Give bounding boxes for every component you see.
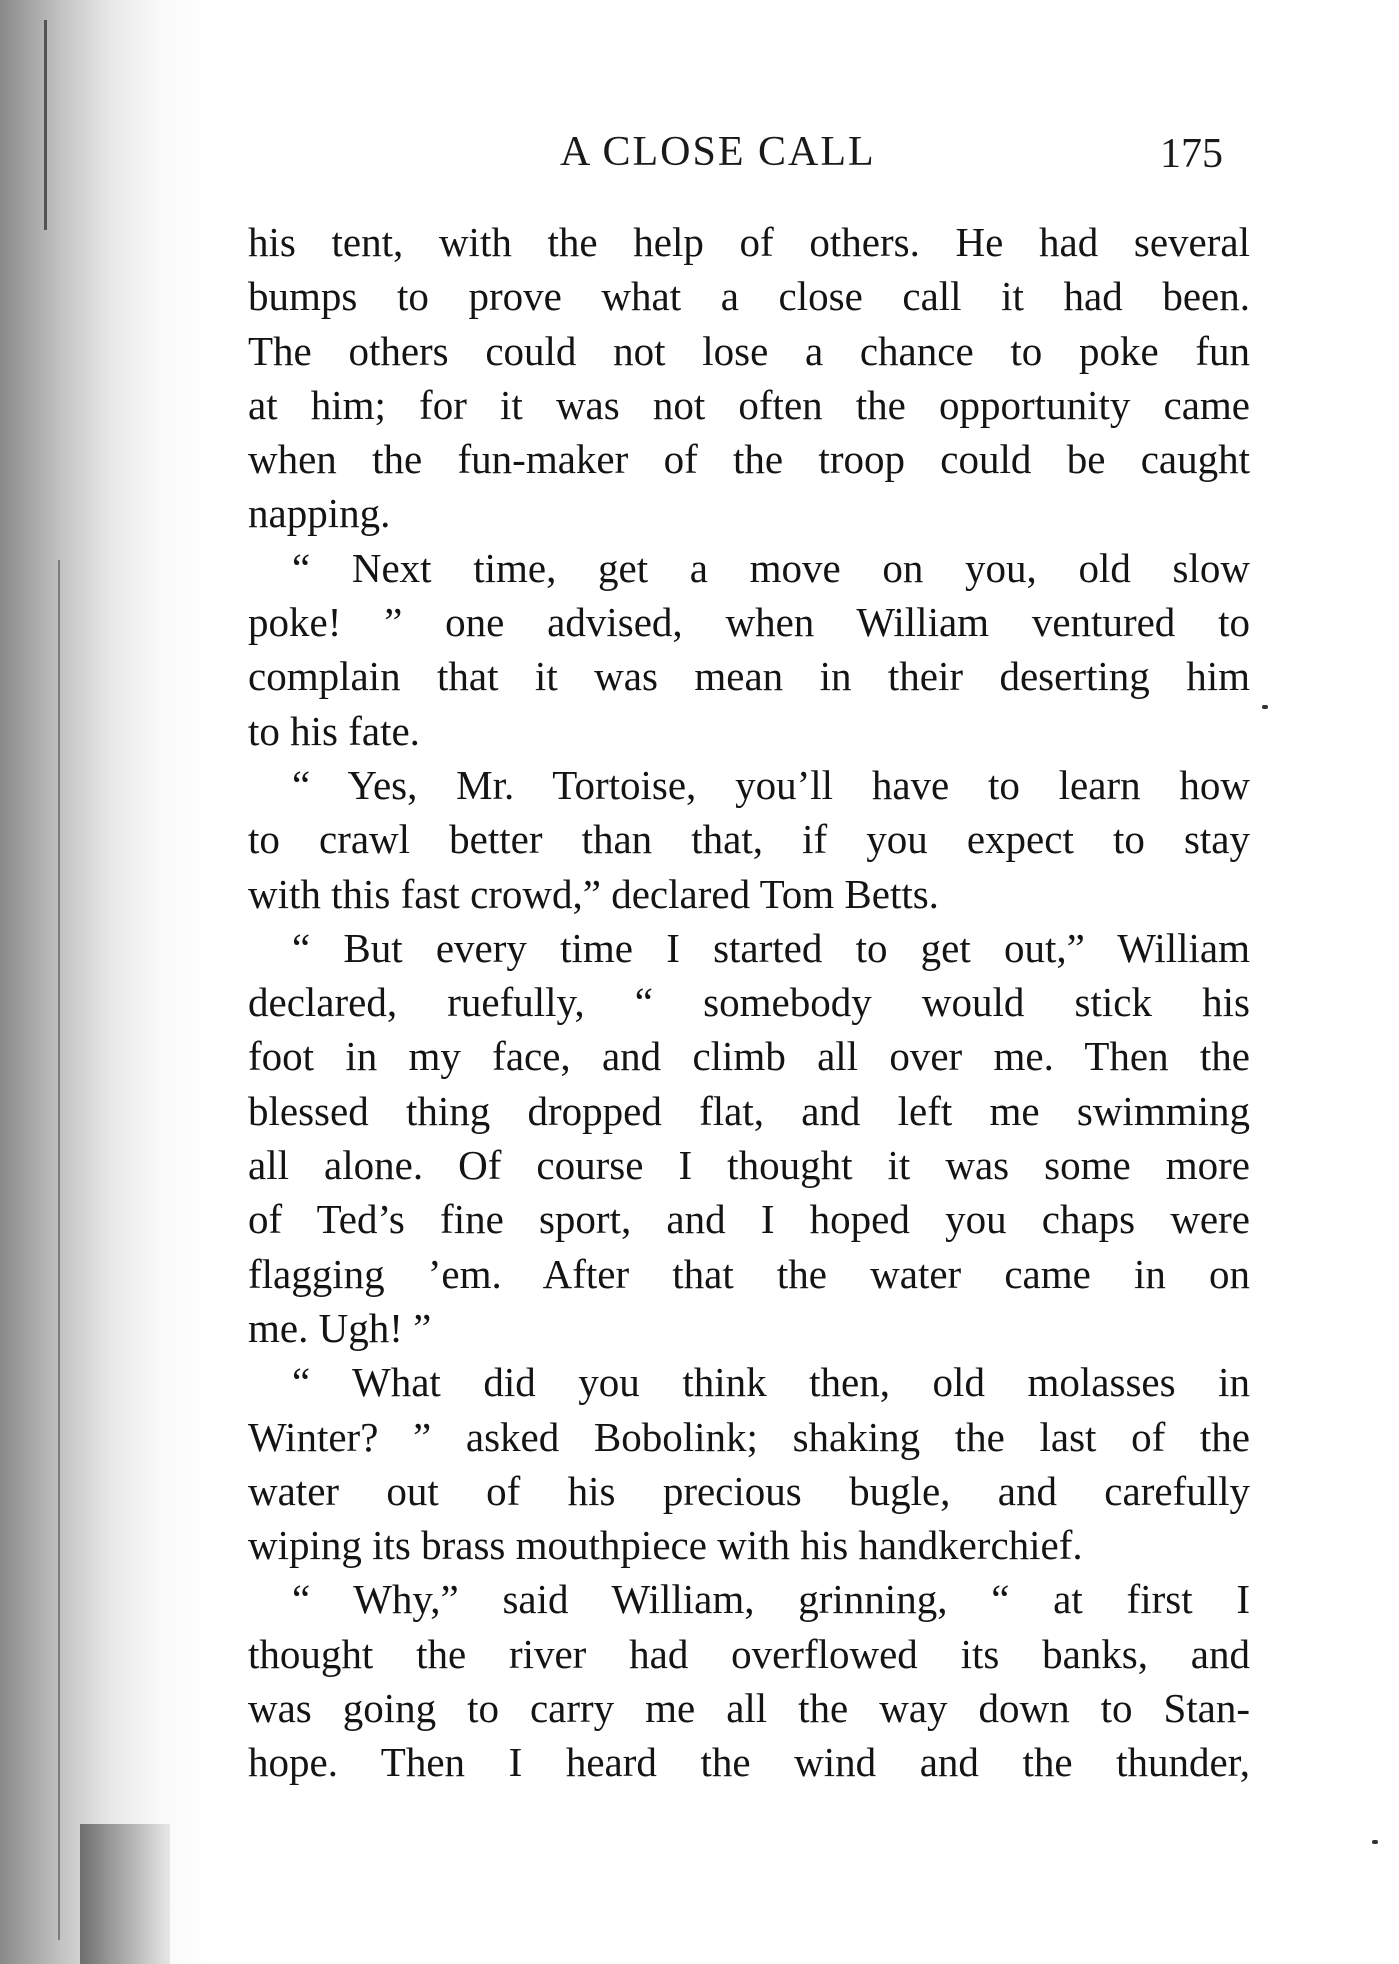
body-text xyxy=(248,215,1250,1790)
gutter-edge-mark xyxy=(44,20,47,230)
ink-speck xyxy=(1262,705,1268,709)
text-line: declared, ruefully, “ somebody would stick his xyxy=(248,979,1250,1026)
text-line: bumps to prove what a close call it had been. xyxy=(248,273,1250,320)
text-line: napping. xyxy=(248,490,391,537)
text-line: The others could not lose a chance to poke fun xyxy=(248,327,1250,374)
text-line: his tent, with the help of others. He had several xyxy=(248,219,1250,265)
gutter-corner-shadow xyxy=(80,1824,170,1964)
text-line: “ Why,” said William, grinning, “ at first I xyxy=(292,1576,1250,1623)
text-line: water out of his precious bugle, and carefully xyxy=(248,1467,1250,1514)
text-line: complain that it was mean in their deserting him xyxy=(248,653,1250,700)
text-line: when the fun-maker of the troop could be caught xyxy=(248,436,1250,483)
text-line: with this fast crowd,” declared Tom Betts. xyxy=(248,870,939,917)
page-number: 175 xyxy=(1160,131,1223,177)
scan-gutter-shadow xyxy=(0,0,215,1964)
text-line: of Ted’s fine sport, and I hoped you chaps were xyxy=(248,1196,1250,1243)
text-line: at him; for it was not often the opportunity came xyxy=(248,381,1250,428)
text-line: all alone. Of course I thought it was some more xyxy=(248,1142,1250,1189)
text-line: hope. Then I heard the wind and the thunder, xyxy=(248,1739,1250,1786)
text-line: poke! ” one advised, when William ventured to xyxy=(248,599,1250,646)
text-line: to crawl better than that, if you expect to stay xyxy=(248,816,1250,863)
ink-speck xyxy=(1372,1840,1378,1844)
text-line: foot in my face, and climb all over me. Then the xyxy=(248,1033,1250,1080)
text-line: “ But every time I started to get out,” William xyxy=(292,924,1250,971)
text-line: to his fate. xyxy=(248,707,420,754)
text-line: “ Yes, Mr. Tortoise, you’ll have to learn how xyxy=(292,761,1250,808)
running-head: A CLOSE CALL xyxy=(560,129,876,175)
text-line: me. Ugh! ” xyxy=(248,1304,432,1351)
gutter-edge-mark xyxy=(58,560,60,1940)
text-line: Winter? ” asked Bobolink; shaking the last of the xyxy=(248,1413,1250,1460)
text-line: was going to carry me all the way down to Stan- xyxy=(248,1685,1250,1732)
text-line: blessed thing dropped flat, and left me swimming xyxy=(248,1087,1250,1134)
text-line: thought the river had overflowed its banks, and xyxy=(248,1630,1250,1677)
text-line: “ Next time, get a move on you, old slow xyxy=(292,544,1250,591)
text-line: “ What did you think then, old molasses in xyxy=(292,1359,1250,1406)
text-line: wiping its brass mouthpiece with his handkerchief. xyxy=(248,1522,1083,1569)
text-line: flagging ’em. After that the water came in on xyxy=(248,1250,1250,1297)
